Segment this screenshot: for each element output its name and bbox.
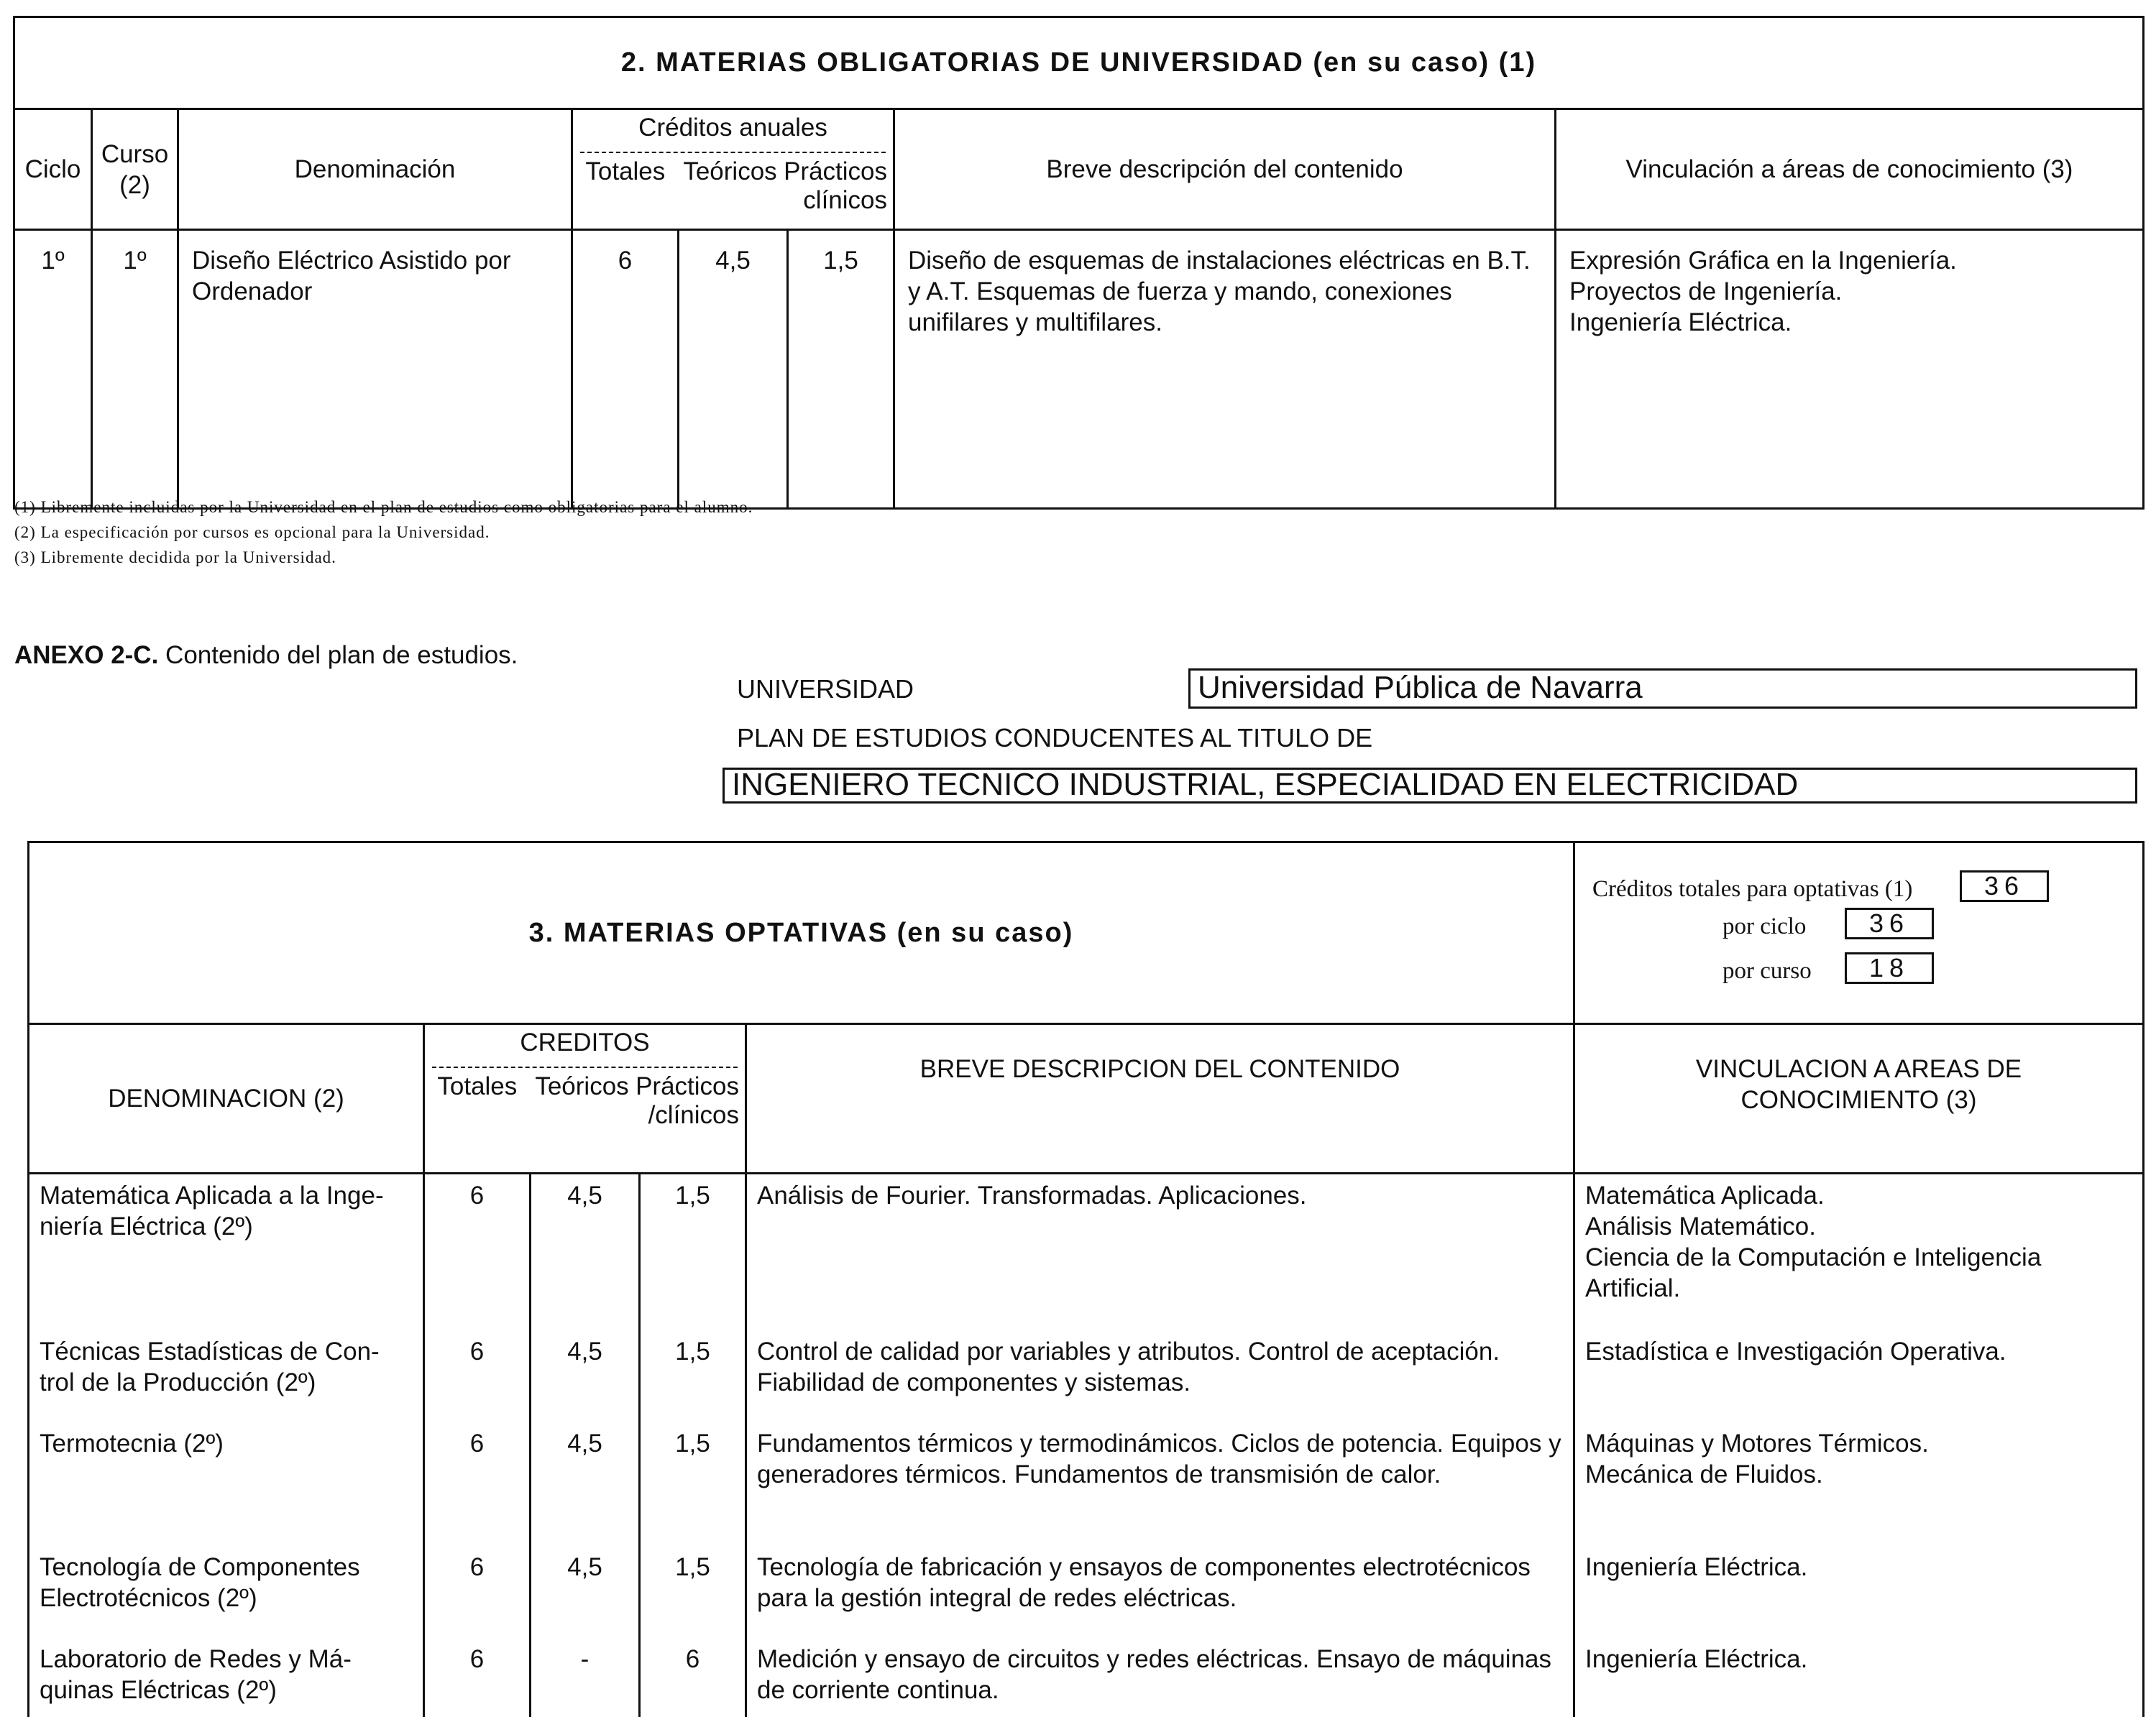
cell-descripcion: Análisis de Fourier. Transformadas. Aplicaciones. — [746, 1174, 1574, 1330]
cell-vinculacion — [1574, 1330, 2144, 1422]
header-ciclo: Ciclo — [14, 109, 92, 230]
universidad-value: Universidad Pública de Navarra — [1188, 668, 2137, 709]
cell-vinculacion — [1556, 230, 2144, 509]
header-clinicos-opt-label: /clínicos — [648, 1101, 740, 1129]
cell-teoricos: 4,5 — [679, 230, 788, 509]
header-creditos-anuales — [572, 109, 894, 230]
anexo-label: ANEXO 2-C. — [14, 641, 159, 669]
table-materias-obligatorias — [13, 16, 2144, 510]
table-row — [29, 1174, 2144, 1330]
optativas-curso-value: 18 — [1845, 952, 1934, 984]
header-vinculacion-opt-line: VINCULACION A AREAS DE — [1695, 1055, 2022, 1083]
cell-totales: 6 — [424, 1174, 531, 1330]
cell-denominacion — [29, 1422, 424, 1546]
denominacion-line: quinas Eléctricas (2º) — [40, 1675, 277, 1704]
header-curso — [92, 109, 178, 230]
vinculacion-line: Proyectos de Ingeniería. — [1569, 277, 1843, 305]
cell-denominacion — [29, 1638, 424, 1717]
cell-descripcion: Medición y ensayo de circuitos y redes eléctricas. Ensayo de máquinas de corriente continua. — [746, 1638, 1574, 1717]
cell-totales: 6 — [424, 1330, 531, 1422]
cell-denominacion — [29, 1330, 424, 1422]
cell-ciclo: 1º — [14, 230, 92, 509]
optativas-curso-label: por curso — [1722, 958, 1812, 984]
table2-title: 2. MATERIAS OBLIGATORIAS DE UNIVERSIDAD (en su caso) (1) — [14, 17, 2144, 109]
cell-vinculacion — [1574, 1546, 2144, 1638]
vinculacion-line: Ingeniería Eléctrica. — [1585, 1644, 1808, 1673]
header-practicos — [782, 153, 893, 215]
header-creditos-label: Créditos anuales — [580, 110, 886, 153]
cell-totales: 6 — [424, 1546, 531, 1638]
header-totales: Totales — [585, 157, 666, 185]
titulo-value: INGENIERO TECNICO INDUSTRIAL, ESPECIALIDAD EN ELECTRICIDAD — [723, 768, 2137, 804]
header-denominacion-opt: DENOMINACION (2) — [29, 1024, 424, 1174]
header-vinculacion-opt-line: CONOCIMIENTO (3) — [1740, 1086, 1977, 1114]
table3-title: 3. MATERIAS OPTATIVAS (en su caso) — [29, 842, 1574, 1024]
denominacion-line: niería Eléctrica (2º) — [40, 1212, 253, 1240]
vinculacion-line: Ingeniería Eléctrica. — [1585, 1552, 1808, 1581]
cell-vinculacion — [1574, 1174, 2144, 1330]
cell-descripcion: Diseño de esquemas de instalaciones eléctricas en B.T. y A.T. Esquemas de fuerza y mando, conexiones unifilares y multifilares. — [894, 230, 1556, 509]
header-teoricos: Teóricos — [683, 157, 777, 185]
cell-descripcion: Fundamentos térmicos y termodinámicos. Ciclos de potencia. Equipos y generadores térmicos. Fundamentos de transmisión de calor. — [746, 1422, 1574, 1546]
denominacion-line: Laboratorio de Redes y Má- — [40, 1644, 352, 1673]
header-totales-opt: Totales — [437, 1072, 518, 1100]
cell-vinculacion — [1574, 1422, 2144, 1546]
cell-teoricos: 4,5 — [531, 1546, 640, 1638]
footnote-3: (3) Libremente decidida por la Universidad. — [14, 548, 336, 566]
cell-descripcion: Control de calidad por variables y atributos. Control de aceptación. Fiabilidad de componentes y sistemas. — [746, 1330, 1574, 1422]
cell-curso: 1º — [92, 230, 178, 509]
universidad-label: UNIVERSIDAD — [737, 674, 914, 704]
vinculacion-line: Estadística e Investigación Operativa. — [1585, 1337, 2006, 1366]
footnote-1: (1) Libremente incluidas por la Universidad en el plan de estudios como obligatorias para el alumno. — [14, 498, 753, 516]
footnote-2: (2) La especificación por cursos es opcional para la Universidad. — [14, 523, 490, 541]
cell-vinculacion — [1574, 1638, 2144, 1717]
header-creditos-opt — [424, 1024, 746, 1174]
header-vinculacion-opt — [1574, 1024, 2144, 1174]
header-practicos-opt-label: Prácticos — [636, 1072, 740, 1100]
header-denominacion: Denominación — [178, 109, 572, 230]
vinculacion-line: Análisis Matemático. — [1585, 1212, 1816, 1240]
denominacion-line: Tecnología de Componentes — [40, 1552, 360, 1581]
header-vinculacion: Vinculación a áreas de conocimiento (3) — [1556, 109, 2144, 230]
table-materias-optativas — [27, 841, 2144, 1717]
cell-totales: 6 — [424, 1638, 531, 1717]
vinculacion-line: Mecánica de Fluidos. — [1585, 1460, 1823, 1488]
header-teoricos-opt: Teóricos — [535, 1072, 629, 1100]
cell-practicos: 1,5 — [640, 1546, 746, 1638]
table-row — [29, 1422, 2144, 1546]
header-practicos-label: Prácticos — [784, 157, 888, 185]
vinculacion-line: Máquinas y Motores Térmicos. — [1585, 1429, 1929, 1458]
anexo-heading — [14, 641, 518, 670]
vinculacion-line: Matemática Aplicada. — [1585, 1182, 1825, 1210]
table-row — [29, 1330, 2144, 1422]
table-row — [29, 1638, 2144, 1717]
denominacion-line: trol de la Producción (2º) — [40, 1368, 316, 1396]
denominacion-line: Termotecnia (2º) — [40, 1429, 224, 1458]
header-clinicos-label: clínicos — [803, 186, 888, 214]
optativas-credits-panel — [1574, 842, 2144, 1024]
table-row — [14, 230, 2144, 509]
cell-teoricos: 4,5 — [531, 1422, 640, 1546]
header-curso-label: Curso — [101, 139, 169, 168]
cell-totales: 6 — [424, 1422, 531, 1546]
cell-teoricos: 4,5 — [531, 1174, 640, 1330]
cell-practicos: 1,5 — [640, 1422, 746, 1546]
cell-descripcion: Tecnología de fabricación y ensayos de componentes electrotécnicos para la gestión integral de redes eléctricas. — [746, 1546, 1574, 1638]
table-row — [29, 1546, 2144, 1638]
optativas-total-value: 36 — [1960, 870, 2049, 902]
denominacion-line: Electrotécnicos (2º) — [40, 1583, 257, 1612]
vinculacion-line: Expresión Gráfica en la Ingeniería. — [1569, 247, 1957, 275]
cell-denominacion — [29, 1546, 424, 1638]
cell-teoricos: 4,5 — [531, 1330, 640, 1422]
plan-label: PLAN DE ESTUDIOS CONDUCENTES AL TITULO DE — [737, 723, 1373, 752]
denominacion-line: Técnicas Estadísticas de Con- — [40, 1337, 380, 1366]
cell-teoricos: - — [531, 1638, 640, 1717]
cell-practicos: 1,5 — [640, 1174, 746, 1330]
vinculacion-line: Ingeniería Eléctrica. — [1569, 308, 1792, 336]
header-creditos-opt-label: CREDITOS — [432, 1025, 738, 1068]
cell-practicos: 6 — [640, 1638, 746, 1717]
optativas-ciclo-value: 36 — [1845, 908, 1934, 939]
optativas-total-label: Créditos totales para optativas (1) — [1592, 876, 1913, 902]
header-practicos-opt — [634, 1068, 745, 1130]
vinculacion-line: Ciencia de la Computación e Inteligencia — [1585, 1243, 2042, 1271]
header-descripcion-opt: BREVE DESCRIPCION DEL CONTENIDO — [746, 1024, 1574, 1174]
cell-denominacion — [29, 1174, 424, 1330]
vinculacion-line: Artificial. — [1585, 1274, 1681, 1302]
cell-practicos: 1,5 — [640, 1330, 746, 1422]
cell-totales: 6 — [572, 230, 679, 509]
header-curso-note: (2) — [119, 170, 150, 199]
cell-denominacion: Diseño Eléctrico Asistido por Ordenador — [178, 230, 572, 509]
header-descripcion: Breve descripción del contenido — [894, 109, 1556, 230]
cell-practicos: 1,5 — [788, 230, 894, 509]
denominacion-line: Matemática Aplicada a la Inge- — [40, 1182, 384, 1210]
anexo-text: Contenido del plan de estudios. — [158, 641, 518, 669]
optativas-ciclo-label: por ciclo — [1722, 913, 1807, 939]
